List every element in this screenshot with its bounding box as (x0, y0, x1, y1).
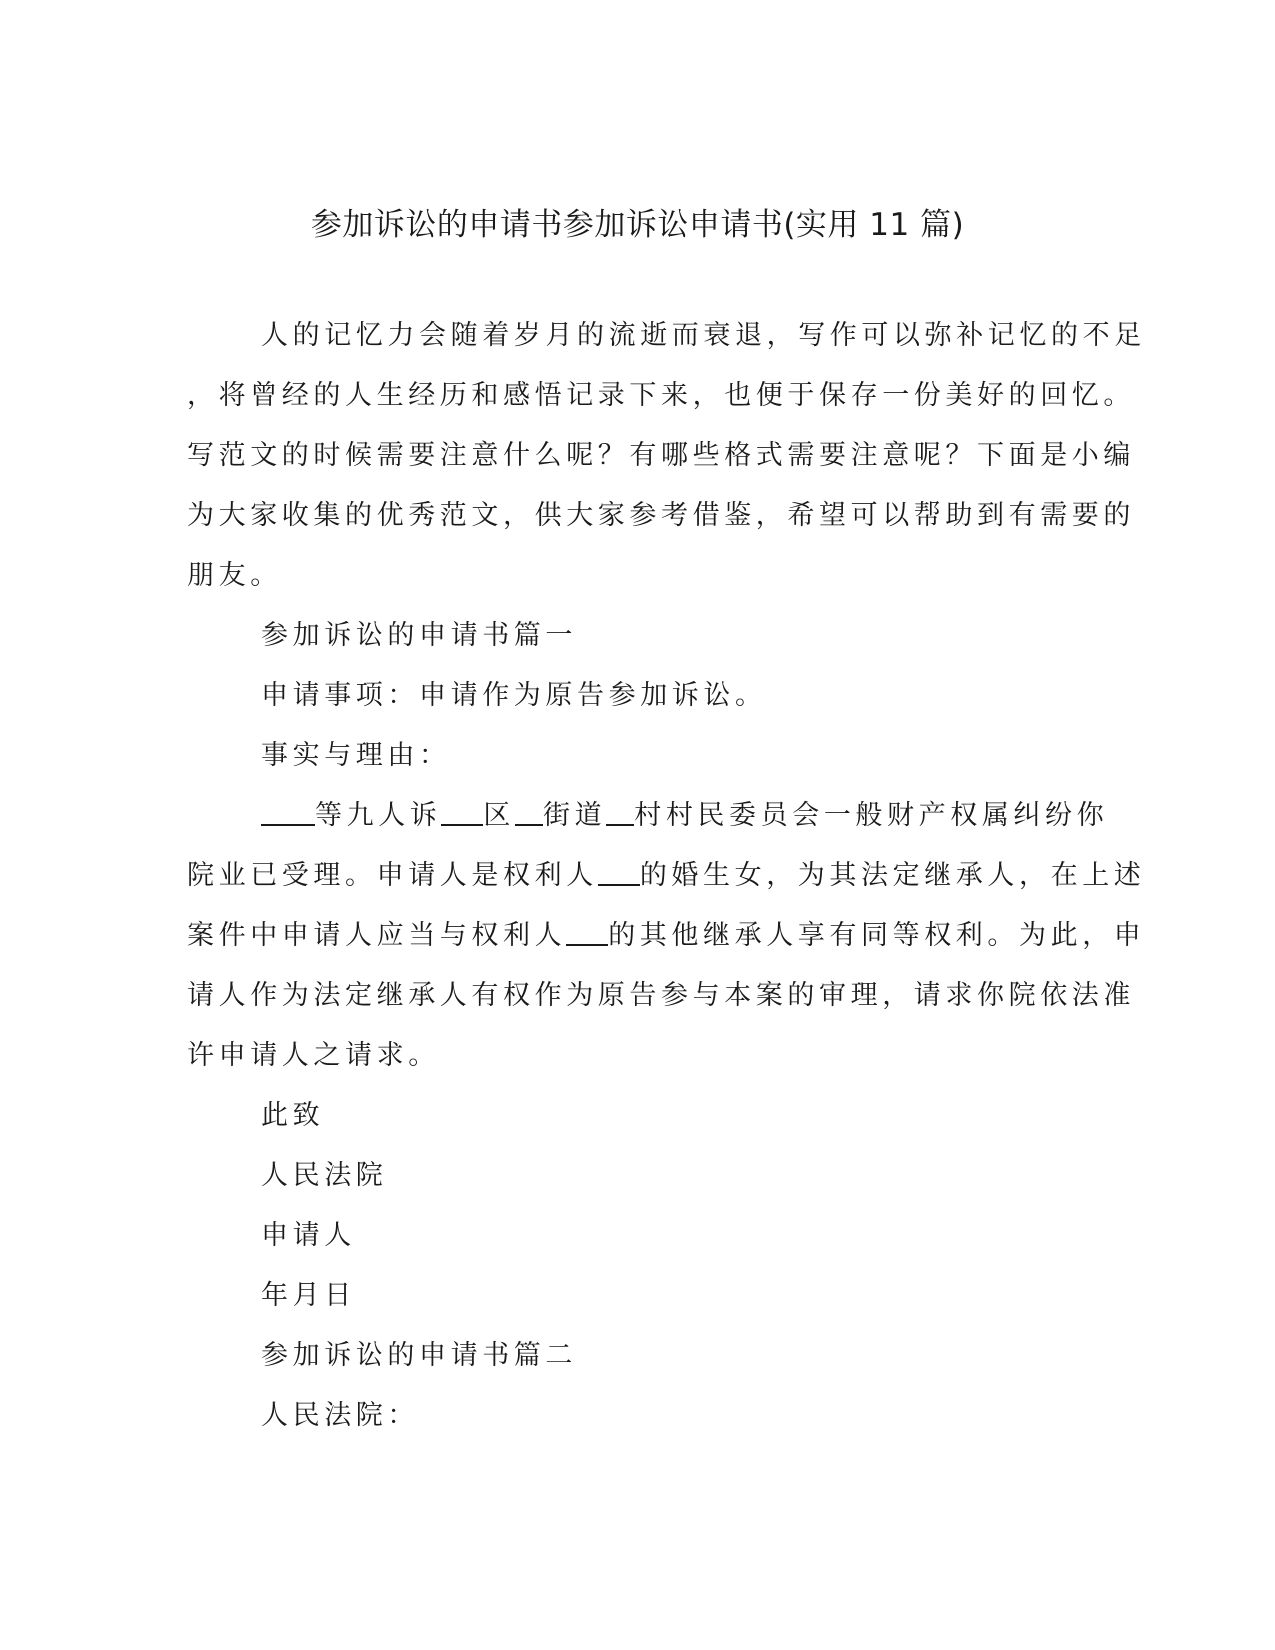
facts-paragraph (187, 786, 1146, 1086)
document-title: 参加诉讼的申请书参加诉讼申请书(实用 11 篇) (310, 207, 965, 243)
intro-paragraph (187, 306, 1146, 606)
applicant-label: 申请人 (261, 1220, 356, 1251)
facts-text: 的其他继承人享有同等权利。为此，申 (608, 920, 1146, 951)
section-heading: 参加诉讼的申请书篇二 (261, 1340, 577, 1371)
fill-in-blank (441, 800, 483, 826)
facts-text: 院业已受理。申请人是权利人 (187, 860, 598, 891)
facts-line (187, 906, 1146, 966)
facts-text: 的婚生女，为其法定继承人，在上述 (639, 860, 1146, 891)
intro-line: 写范文的时候需要注意什么呢？有哪些格式需要注意呢？下面是小编 (187, 440, 1135, 471)
facts-line (187, 846, 1146, 906)
intro-line: ，将曾经的人生经历和感悟记录下来，也便于保存一份美好的回忆。 (187, 380, 1135, 411)
facts-line: 许申请人之请求。 (187, 1040, 440, 1071)
fill-in-blank (598, 860, 640, 886)
facts-text: 案件中申请人应当与权利人 (187, 920, 567, 951)
fill-in-blank (261, 800, 315, 826)
court-name: 人民法院 (261, 1160, 388, 1191)
fill-in-blank (515, 800, 543, 826)
facts-text: 村村民委员会一般财产权属纠纷你 (634, 800, 1109, 831)
facts-text: 区 (483, 800, 516, 831)
facts-line (187, 786, 1109, 846)
intro-line: 为大家收集的优秀范文，供大家参考借鉴，希望可以帮助到有需要的 (187, 500, 1135, 531)
closing-salutation: 此致 (261, 1100, 325, 1131)
document-body (187, 306, 1146, 1446)
intro-line: 人的记忆力会随着岁月的流逝而衰退，写作可以弥补记忆的不足 (261, 320, 1146, 351)
fill-in-blank (606, 800, 634, 826)
date-label: 年月日 (261, 1280, 356, 1311)
section-heading: 参加诉讼的申请书篇一 (261, 620, 577, 651)
facts-heading: 事实与理由： (261, 740, 451, 771)
intro-line: 朋友。 (187, 560, 282, 591)
facts-text: 等九人诉 (315, 800, 442, 831)
facts-line: 请人作为法定继承人有权作为原告参与本案的审理，请求你院依法准 (187, 980, 1135, 1011)
fill-in-blank (566, 920, 608, 946)
application-item: 申请事项：申请作为原告参加诉讼。 (261, 680, 767, 711)
court-addressee: 人民法院： (261, 1400, 419, 1431)
facts-text: 街道 (543, 800, 607, 831)
